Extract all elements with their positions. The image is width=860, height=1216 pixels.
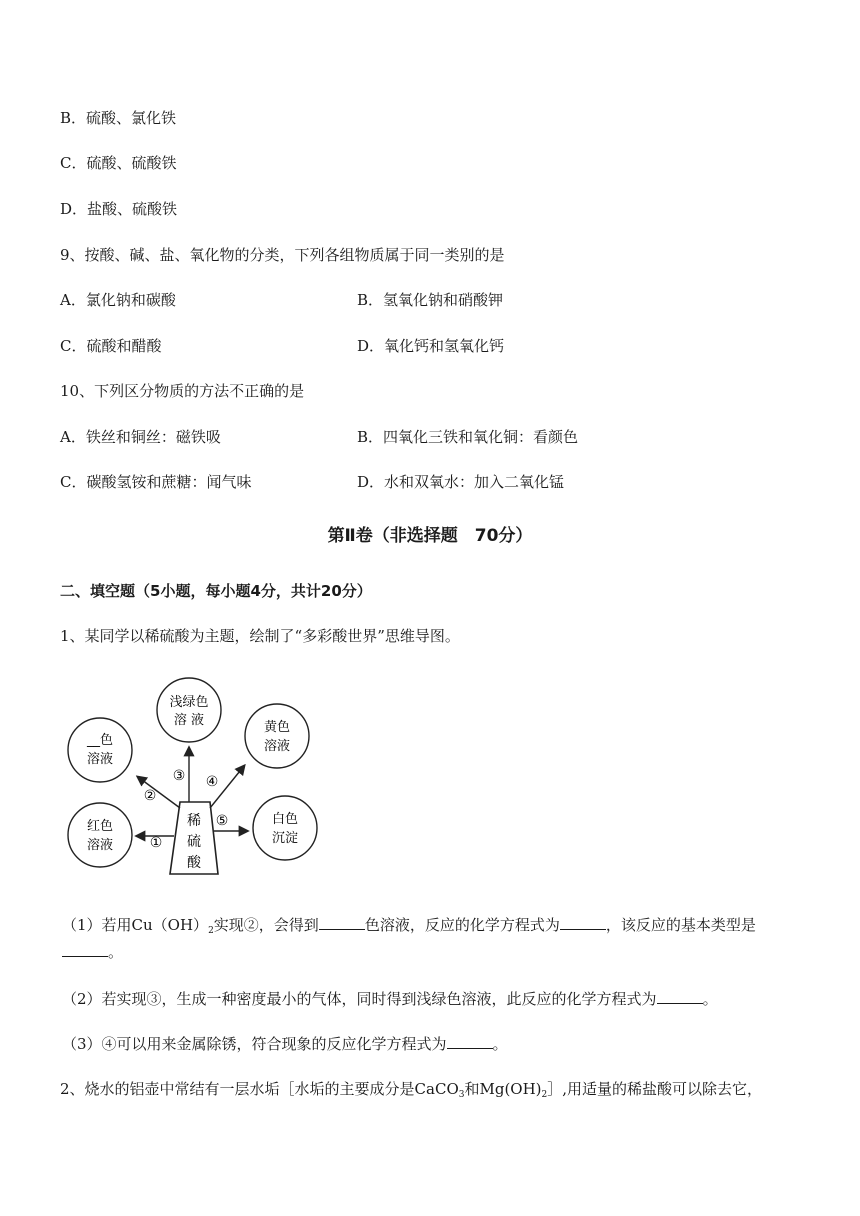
q10-option-a: A．铁丝和铜丝：磁铁吸 (60, 428, 221, 446)
circle-upper-left (68, 718, 132, 782)
fill1-part1-b: 实现②，会得到 (213, 916, 319, 934)
circle-right-line1: 白色 (271, 812, 299, 827)
fill1-part1-e: 。 (108, 943, 124, 961)
fill1-part1 (62, 914, 756, 941)
circle-upper-left-line2: 溶液 (86, 752, 114, 767)
fill2-b: 和Mg(OH) (464, 1080, 542, 1098)
label-1: ① (149, 835, 163, 851)
fill1-part1-cont (62, 941, 123, 962)
circle-upper-right-line2: 溶液 (263, 739, 291, 754)
q8-option-b: B．硫酸、氯化铁 (60, 109, 177, 127)
label-3: ③ (172, 768, 186, 784)
q9-option-c: C．硫酸和醋酸 (60, 337, 162, 355)
q9-option-a: A．氯化钠和碳酸 (60, 291, 176, 309)
fill1-part2-end: 。 (702, 990, 718, 1008)
q8-option-d: D．盐酸、硫酸铁 (60, 200, 178, 218)
blank-color[interactable] (319, 914, 365, 930)
blank-equation-2[interactable] (657, 988, 703, 1004)
circle-left (68, 803, 132, 867)
label-2: ② (143, 788, 157, 804)
fill2-a: 2、烧水的铝壶中常结有一层水垢［水垢的主要成分是CaCO (60, 1080, 459, 1098)
circle-top-line1: 浅绿色 (169, 695, 209, 710)
center-char-3: 酸 (187, 855, 201, 871)
fill1-part2-text: （2）若实现③，生成一种密度最小的气体，同时得到浅绿色溶液，此反应的化学方程式为 (62, 990, 657, 1008)
fill1-part1-sub: 2 (208, 926, 214, 936)
fill2-sub2: 2 (541, 1090, 548, 1100)
fill1-part3-text: （3）④可以用来金属除锈，符合现象的反应化学方程式为 (62, 1035, 447, 1053)
circle-top (157, 678, 221, 742)
circle-upper-right (245, 704, 309, 768)
fill1-part1-d: ，该反应的基本类型是 (605, 916, 756, 934)
fill1-part1-c: 色溶液，反应的化学方程式为 (364, 916, 560, 934)
fill1-part2 (62, 988, 718, 1009)
label-5: ⑤ (215, 813, 229, 829)
circle-left-line2: 溶液 (86, 838, 114, 853)
q10-option-b: B．四氧化三铁和氧化铜：看颜色 (357, 428, 579, 446)
blank-equation-1[interactable] (560, 914, 606, 930)
q10-option-d: D．水和双氧水：加入二氧化锰 (357, 473, 565, 491)
circle-upper-right-line1: 黄色 (263, 720, 291, 735)
fill1-stem: 1、某同学以稀硫酸为主题，绘制了“多彩酸世界”思维导图。 (60, 627, 460, 645)
q9-option-b: B．氢氧化钠和硝酸钾 (357, 291, 504, 309)
q8-option-c: C．硫酸、硫酸铁 (60, 154, 177, 172)
fill2-c: ］,用适量的稀盐酸可以除去它， (547, 1080, 763, 1098)
circle-right-line2: 沉淀 (271, 831, 299, 846)
q9-option-d: D．氧化钙和氢氧化钙 (357, 337, 505, 355)
circle-right (253, 796, 317, 860)
center-char-1: 稀 (187, 813, 201, 829)
fill2-sub1: 3 (458, 1090, 465, 1100)
label-4: ④ (205, 774, 219, 790)
fill1-part3 (62, 1033, 508, 1054)
circle-top-line2: 溶 液 (173, 713, 205, 728)
circle-left-line1: 红色 (86, 819, 114, 834)
fill1-part1-a: （1）若用Cu（OH） (62, 916, 209, 934)
q10-option-c: C．碳酸氢铵和蔗糖：闻气味 (60, 473, 252, 491)
circle-upper-left-line1: __色 (86, 733, 114, 748)
section2-heading: 二、填空题（5小题，每小题4分，共计20分） (60, 582, 372, 600)
q9-stem: 9、按酸、碱、盐、氧化物的分类，下列各组物质属于同一类别的是 (60, 246, 505, 264)
blank-reaction-type[interactable] (62, 941, 108, 957)
q10-stem: 10、下列区分物质的方法不正确的是 (60, 382, 305, 400)
fill1-part3-end: 。 (492, 1035, 508, 1053)
center-char-2: 硫 (187, 834, 201, 850)
blank-equation-3[interactable] (447, 1033, 493, 1049)
fill2-stem (60, 1079, 762, 1105)
acid-mind-map-diagram (58, 676, 328, 884)
part2-title: 第Ⅱ卷（非选择题 70分） (327, 526, 533, 546)
